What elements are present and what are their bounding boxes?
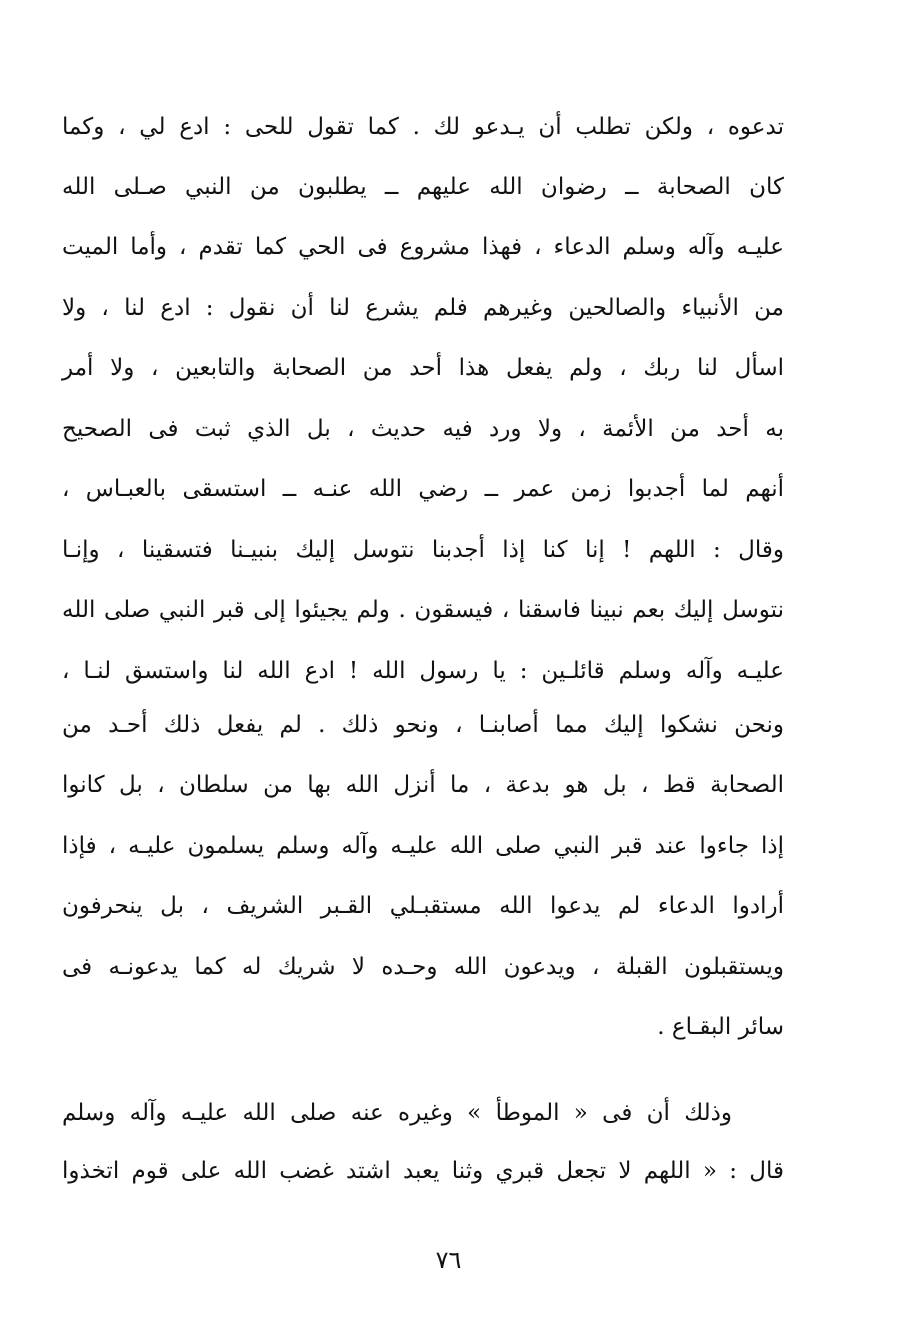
paragraph-2: [62, 1093, 784, 1213]
text-line: وذلك أن فى « الموطأ » وغيره عنه صلى الله عليـه وآله وسلم: [62, 1100, 732, 1126]
text-line: من الأنبياء والصالحين وغيرهم فلم يشرع لنا أن نقول : ادع لنا ، ولا: [62, 295, 784, 321]
text-line: ونحن نشكوا إليك مما أصابنـا ، ونحو ذلك . لم يفعل ذلك أحـد من: [62, 712, 784, 738]
paragraph-1: [62, 100, 784, 760]
page-number: ٧٦: [435, 1246, 462, 1274]
text-line: أنهم لما أجدبوا زمن عمر ــ رضي الله عنـه ــ استسقى بالعبـاس ،: [62, 476, 784, 502]
text-line: به أحد من الأئمة ، ولا ورد فيه حديث ، بل الذي ثبت فى الصحيح: [62, 416, 784, 442]
text-line: ويستقبلون القبلة ، ويدعون الله وحـده لا شريك له كما يدعونـه فى: [62, 954, 784, 980]
text-line: عليـه وآله وسلم قائلـين : يا رسول الله ! ادع الله لنا واستسق لنـا ،: [62, 658, 784, 684]
text-line: سائر البقـاع .: [657, 1014, 784, 1040]
text-line: عليـه وآله وسلم الدعاء ، فهذا مشروع فى الحي كما تقدم ، وأما الميت: [62, 234, 784, 260]
text-line: قال : « اللهم لا تجعل قبري وثنا يعبد اشتد غضب الله على قوم اتخذوا: [62, 1158, 784, 1184]
text-line: الصحابة قط ، بل هو بدعة ، ما أنزل الله بها من سلطان ، بل كانوا: [62, 772, 784, 798]
text-line: نتوسل إليك بعم نبينا فاسقنا ، فيسقون . ولم يجيئوا إلى قبر النبي صلى الله: [62, 597, 784, 623]
text-line: إذا جاءوا عند قبر النبي صلى الله عليـه وآله وسلم يسلمون عليـه ، فإذا: [62, 833, 784, 859]
text-line: أرادوا الدعاء لم يدعوا الله مستقبـلي القـبر الشريف ، بل ينحرفون: [62, 893, 784, 919]
text-line: وقال : اللهم ! إنا كنا إذا أجدبنا نتوسل إليك بنبيـنا فتسقينا ، وإنـا: [62, 537, 784, 563]
text-line: اسأل لنا ربك ، ولم يفعل هذا أحد من الصحابة والتابعين ، ولا أمر: [62, 355, 784, 381]
text-line: كان الصحابة ــ رضوان الله عليهم ــ يطلبون من النبي صـلى الله: [62, 174, 784, 200]
paragraph-1-continued: [62, 705, 784, 1065]
text-line: تدعوه ، ولكن تطلب أن يـدعو لك . كما تقول للحى : ادع لي ، وكما: [62, 114, 784, 140]
